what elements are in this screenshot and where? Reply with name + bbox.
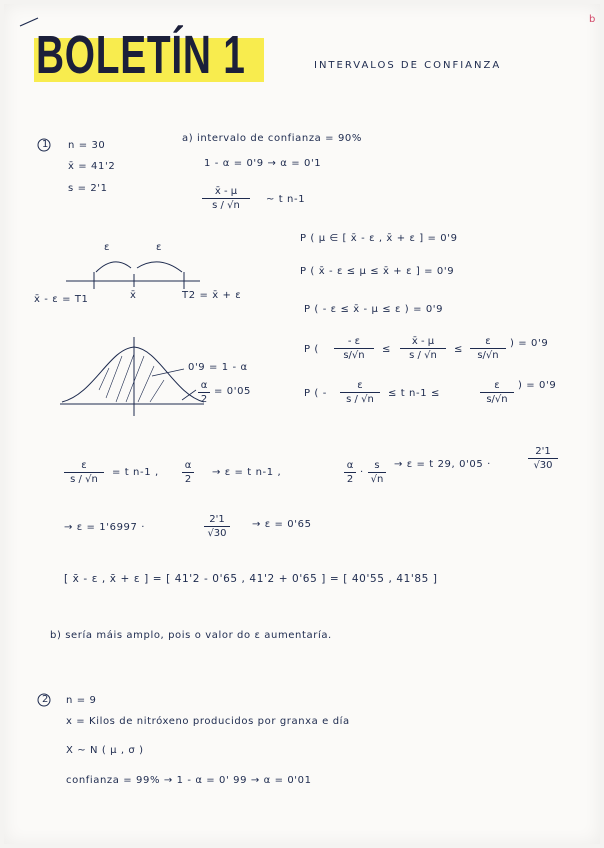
eq6-mid3: → ε = t 29, 0'05 · — [394, 459, 491, 470]
page-subtitle: INTERVALOS DE CONFIANZA — [314, 60, 502, 71]
given-xbar: x̄ = 41'2 — [68, 161, 116, 172]
eq4-frac3-num: ε — [485, 336, 491, 347]
diag-left: x̄ - ε = T1 — [34, 294, 89, 305]
pivot-den: s / √n — [212, 200, 240, 211]
eq6-mid1: = t n-1 , — [112, 467, 159, 478]
curve-alpha-frac — [198, 380, 210, 405]
eq7-lhs: → ε = 1'6997 · — [64, 522, 146, 533]
curve-alpha-num: α — [200, 380, 208, 391]
eq5-frac2-bar — [480, 392, 514, 393]
eq1: P ( μ ∈ [ x̄ - ε , x̄ + ε ] = 0'9 — [300, 233, 458, 244]
eq6-frac3-bar — [344, 472, 356, 473]
eq6-frac5-num: 2'1 — [535, 446, 551, 457]
eq6-frac3 — [344, 460, 356, 485]
eq4-frac3-bar — [470, 348, 506, 349]
pointer-alpha — [182, 390, 196, 400]
interval-result: [ x̄ - ε , x̄ + ε ] = [ 41'2 - 0'65 , 41'2 + 0'65 ] = [ 40'55 , 41'85 ] — [64, 573, 438, 585]
eq6-frac3-num: α — [346, 460, 354, 471]
eq6-frac4-den: √n — [370, 474, 384, 485]
page-title: BOLETÍN 1 — [36, 25, 246, 85]
eq6-frac2-den: 2 — [184, 474, 192, 485]
eq5-frac1 — [340, 380, 380, 405]
eq5-mid: ≤ t n-1 ≤ — [388, 388, 440, 399]
pivot-num: x̄ - μ — [214, 186, 238, 197]
problem2-number: 2 — [42, 694, 49, 705]
eq7-frac — [204, 514, 230, 539]
eq5-frac2-num: ε — [494, 380, 500, 391]
notebook-page — [4, 4, 600, 844]
eq4-frac1-den: s/√n — [343, 350, 365, 361]
eq4-rhs: ) = 0'9 — [510, 338, 549, 349]
pivot-fraction — [202, 186, 250, 211]
eq7-rhs: → ε = 0'65 — [252, 519, 312, 530]
eq5-frac1-bar — [340, 392, 380, 393]
density-curve — [62, 347, 204, 402]
curve-09: 0'9 = 1 - α — [188, 362, 248, 373]
eq5-frac1-den: s / √n — [346, 394, 374, 405]
corner-mark: b — [589, 14, 596, 25]
eq4-frac3-den: s/√n — [477, 350, 499, 361]
arc-left — [96, 262, 131, 272]
eq4-frac1-bar — [334, 348, 374, 349]
eq6-frac2-num: α — [184, 460, 192, 471]
curve-alpha-den: 2 — [200, 394, 208, 405]
given-n: n = 30 — [68, 140, 106, 151]
eq6-frac5-den: √30 — [533, 460, 553, 471]
eq6-frac1-bar — [64, 472, 104, 473]
p2-dist: X ~ N ( μ , σ ) — [66, 745, 144, 756]
pointer-09 — [152, 369, 184, 376]
eq4-frac1-num: - ε — [347, 336, 361, 347]
eq7-frac-num: 2'1 — [209, 514, 225, 525]
eq6-frac1 — [64, 460, 104, 485]
part-b: b) sería máis amplo, pois o valor do ε aumentaría. — [50, 630, 332, 641]
eq7-frac-den: √30 — [207, 528, 227, 539]
diag-eps2: ε — [156, 242, 163, 253]
eq6-frac2 — [182, 460, 194, 485]
eq5-frac2-den: s/√n — [486, 394, 508, 405]
corner-stroke — [20, 18, 38, 26]
eq6-frac4-num: s — [374, 460, 380, 471]
eq6-mid2: → ε = t n-1 , — [212, 467, 282, 478]
eq4-frac2-den: s / √n — [409, 350, 437, 361]
eq6-frac1-den: s / √n — [70, 474, 98, 485]
curve-alpha-bar — [198, 392, 210, 393]
eq4-frac3 — [470, 336, 506, 361]
p2-x-def: x = Kilos de nitróxeno producidos por granxa e día — [66, 716, 350, 727]
eq4-frac2-num: x̄ - μ — [411, 336, 435, 347]
arc-right — [137, 262, 182, 272]
diag-xbar: x̄ — [130, 290, 137, 301]
eq5-rhs: ) = 0'9 — [518, 380, 557, 391]
curve-alpha2: = 0'05 — [214, 386, 251, 397]
eq6-frac4 — [368, 460, 386, 485]
eq2: P ( x̄ - ε ≤ μ ≤ x̄ + ε ] = 0'9 — [300, 266, 455, 277]
eq5-lhs: P ( - — [304, 388, 327, 399]
pivot-bar — [202, 198, 250, 199]
part-a: a) intervalo de confianza = 90% — [182, 133, 362, 144]
eq6-frac1-num: ε — [81, 460, 87, 471]
eq6-frac5 — [528, 446, 558, 471]
eq4-frac2-bar — [400, 348, 446, 349]
pivot-tail: ~ t n-1 — [266, 194, 306, 205]
eq6-frac4-bar — [368, 472, 386, 473]
eq5-frac2 — [480, 380, 514, 405]
eq4-frac1 — [334, 336, 374, 361]
eq3: P ( - ε ≤ x̄ - μ ≤ ε ) = 0'9 — [304, 304, 444, 315]
eq6-dot: · — [360, 467, 364, 478]
eq6-frac2-bar — [182, 472, 194, 473]
diag-eps1: ε — [104, 242, 111, 253]
shaded-area — [99, 354, 164, 402]
eq4-frac2 — [400, 336, 446, 361]
problem1-number: 1 — [42, 139, 49, 150]
eq6-frac3-den: 2 — [346, 474, 354, 485]
p2-n: n = 9 — [66, 695, 97, 706]
eq4-le1: ≤ — [382, 344, 391, 355]
diag-right: T2 = x̄ + ε — [182, 290, 242, 301]
p2-conf: confianza = 99% → 1 - α = 0' 99 → α = 0'01 — [66, 775, 312, 786]
eq4-lhs: P ( — [304, 344, 319, 355]
given-s: s = 2'1 — [68, 183, 108, 194]
eq5-frac1-num: ε — [357, 380, 363, 391]
alpha-eq: 1 - α = 0'9 → α = 0'1 — [204, 158, 322, 169]
eq7-frac-bar — [204, 526, 230, 527]
eq4-le2: ≤ — [454, 344, 463, 355]
eq6-frac5-bar — [528, 458, 558, 459]
